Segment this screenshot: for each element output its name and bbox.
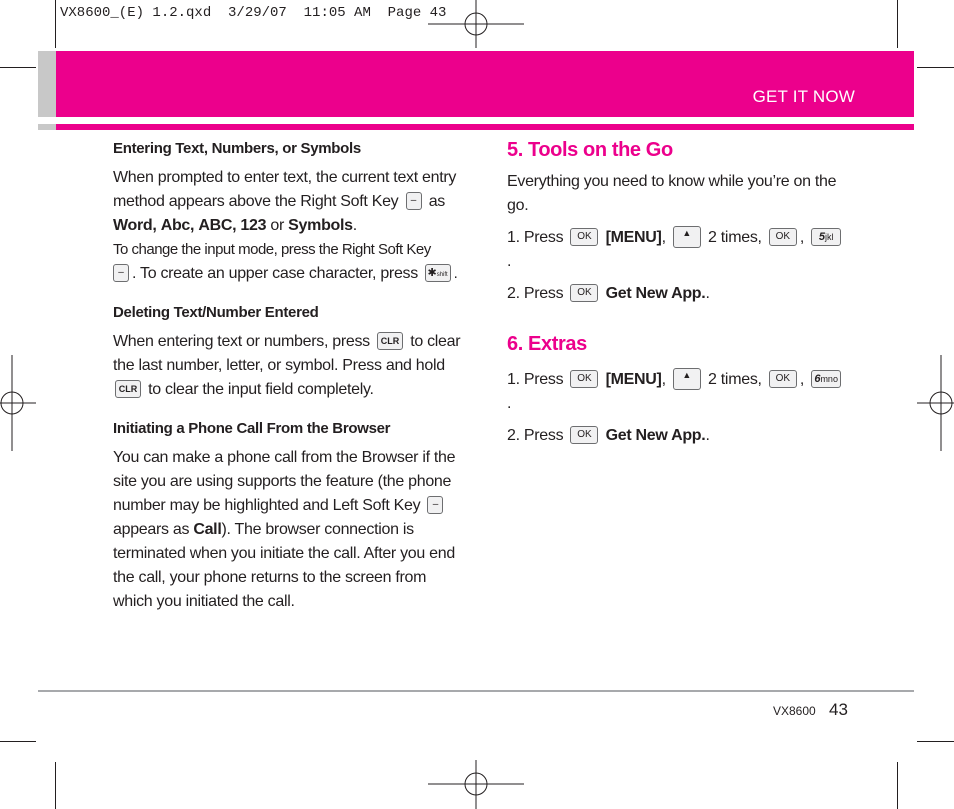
- ok-key-icon: OK: [570, 228, 598, 246]
- clr-key-icon: CLR: [377, 332, 403, 350]
- step-end: .: [507, 395, 512, 412]
- deleting-text-a: When entering text or numbers, press: [113, 333, 370, 350]
- entering-paragraph-1: [113, 166, 465, 238]
- crop-mark: [0, 741, 36, 742]
- key-digit: 5: [818, 230, 825, 243]
- sentence-period: .: [453, 265, 458, 282]
- get-new-app-label: Get New App.: [605, 285, 706, 302]
- step-comma: ,: [661, 371, 666, 388]
- extras-step-1: [507, 368, 847, 416]
- entering-text-1a: When prompted to enter text, the current text entry method appears above the Right Soft Key: [113, 169, 457, 210]
- tools-step-2: [507, 282, 847, 306]
- step-end: .: [507, 253, 512, 270]
- menu-label: [MENU]: [605, 371, 662, 388]
- calling-text-a: You can make a phone call from the Browser if the site you are using supports the feature (the phone number may be highlighted and Left Soft Key: [113, 449, 456, 514]
- calling-text-c: ). The browser connection is terminated when you initiate the call. After you end the call, your phone returns to the screen from which you initiated the call.: [113, 521, 455, 610]
- tools-heading: 5. Tools on the Go: [507, 139, 673, 161]
- tools-intro: Everything you need to know while you’re on the go.: [507, 173, 837, 214]
- extras-step-2: [507, 424, 847, 448]
- key-letters: jkl: [824, 231, 834, 242]
- step-end: .: [705, 427, 710, 444]
- header-band-gray: [38, 51, 56, 117]
- calling-text-b: appears as: [113, 521, 190, 538]
- footer-model: VX8600: [773, 704, 816, 718]
- deleting-text-b: to clear the last number, letter, or symbol. Press and hold: [113, 333, 461, 374]
- step-prefix: 1. Press: [507, 229, 564, 246]
- crop-mark: [917, 67, 954, 68]
- up-navigation-key-icon: ▲: [673, 368, 701, 390]
- sentence-period: .: [352, 217, 357, 234]
- registration-mark-bottom-icon: [428, 760, 524, 809]
- mode-word: Word: [113, 217, 153, 234]
- mode-123: 123: [240, 217, 267, 234]
- entering-text-2b: . To create an upper case character, press: [132, 265, 418, 282]
- calling-heading: Initiating a Phone Call From the Browser: [113, 420, 391, 437]
- up-navigation-key-icon: ▲: [673, 226, 701, 248]
- deleting-paragraph: [113, 330, 465, 402]
- header-band: [56, 51, 914, 117]
- registration-mark-left-icon: [0, 355, 36, 451]
- step-comma: ,: [799, 229, 804, 246]
- ok-key-icon: OK: [570, 370, 598, 388]
- calling-paragraph: [113, 446, 465, 614]
- star-glyph: ✱: [427, 267, 437, 280]
- left-soft-key-icon: –: [427, 496, 443, 514]
- mode-abc-lower: Abc: [160, 217, 191, 234]
- ok-key-icon: OK: [769, 370, 797, 388]
- registration-mark-right-icon: [917, 355, 954, 451]
- menu-label: [MENU]: [605, 229, 662, 246]
- six-key-icon: [811, 370, 841, 388]
- five-key-icon: [811, 228, 841, 246]
- step-comma: ,: [799, 371, 804, 388]
- ok-key-icon: OK: [570, 426, 598, 444]
- step-prefix: 2. Press: [507, 285, 564, 302]
- left-column: [113, 137, 465, 614]
- right-soft-key-icon: –: [113, 264, 129, 282]
- entering-text-1b: as: [428, 193, 446, 210]
- ok-key-icon: OK: [570, 284, 598, 302]
- key-digit: 6: [814, 372, 821, 385]
- right-soft-key-icon: –: [406, 192, 422, 210]
- page-number: 43: [829, 700, 848, 719]
- mode-separator: ,: [232, 217, 237, 234]
- crop-mark: [917, 741, 954, 742]
- step-prefix: 1. Press: [507, 371, 564, 388]
- step-comma: ,: [661, 229, 666, 246]
- step-prefix: 2. Press: [507, 427, 564, 444]
- header-rule-gray: [38, 124, 56, 130]
- entering-heading: Entering Text, Numbers, or Symbols: [113, 140, 361, 157]
- key-letters: mno: [820, 373, 838, 384]
- clr-key-icon: CLR: [115, 380, 141, 398]
- crop-mark: [55, 0, 56, 48]
- crop-mark: [55, 762, 56, 809]
- star-shift-key-icon: [425, 264, 451, 282]
- registration-mark-top-icon: [428, 0, 524, 50]
- right-column: [507, 138, 847, 448]
- star-sub: shift: [436, 272, 448, 279]
- mode-abc-upper: ABC: [198, 217, 233, 234]
- print-slug: VX8600_(E) 1.2.qxd 3/29/07 11:05 AM Page 43: [60, 5, 447, 21]
- ok-key-icon: OK: [769, 228, 797, 246]
- entering-paragraph-2: [113, 238, 465, 286]
- entering-text-2a: To change the input mode, press the Right Soft Key: [113, 241, 431, 258]
- mode-symbols: Symbols: [288, 217, 353, 234]
- extras-heading: 6. Extras: [507, 333, 587, 355]
- mode-or: or: [270, 217, 285, 234]
- footer-rule: [38, 690, 914, 692]
- crop-mark: [897, 0, 898, 48]
- step-times: 2 times,: [708, 229, 762, 246]
- step-times: 2 times,: [708, 371, 762, 388]
- deleting-heading: Deleting Text/Number Entered: [113, 304, 319, 321]
- crop-mark: [0, 67, 36, 68]
- mode-separator: ,: [190, 217, 195, 234]
- tools-step-1: [507, 226, 847, 274]
- mode-separator: ,: [152, 217, 157, 234]
- header-rule: [56, 124, 914, 130]
- call-word: Call: [193, 521, 222, 538]
- step-end: .: [705, 285, 710, 302]
- get-new-app-label: Get New App.: [605, 427, 706, 444]
- chapter-title: GET IT NOW: [752, 87, 855, 106]
- deleting-text-c: to clear the input field completely.: [148, 381, 374, 398]
- crop-mark: [897, 762, 898, 809]
